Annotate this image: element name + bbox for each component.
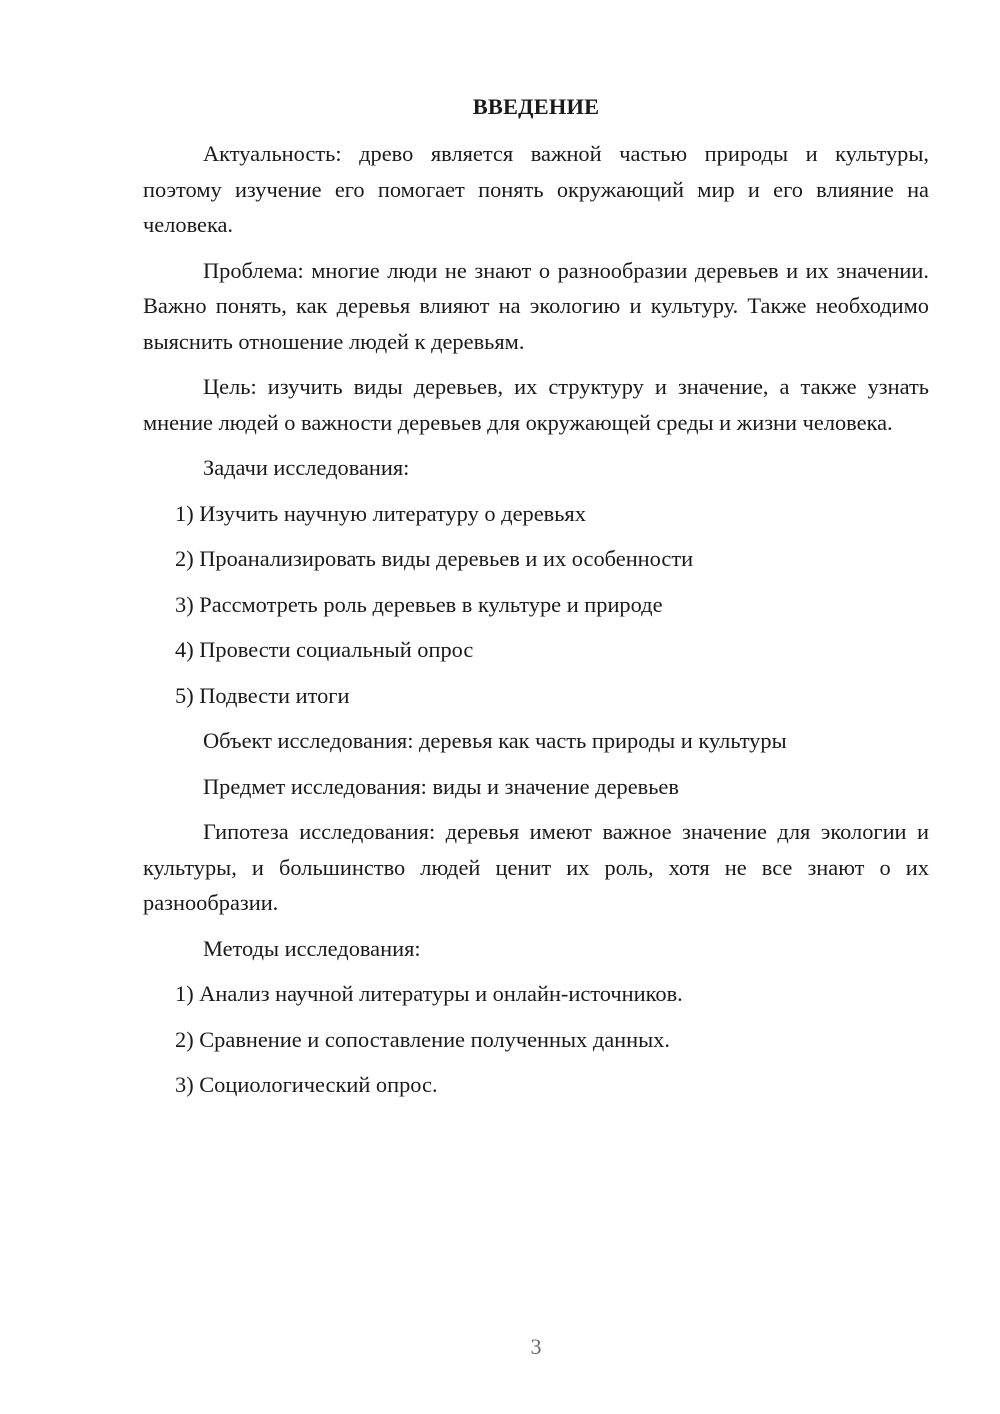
task-item: 2) Проанализировать виды деревьев и их особенности — [175, 546, 694, 571]
hypothesis-paragraph: Гипотеза исследования: деревья имеют важное значение для экологии и культуры, и большинство людей ценит их роль, хотя не все знают о их разнообразии. — [143, 819, 929, 915]
methods-title: Методы исследования: — [203, 935, 421, 961]
methods-list — [143, 976, 929, 1103]
tasks-title: Задачи исследования: — [203, 455, 410, 480]
section-heading: ВВЕДЕНИЕ — [472, 94, 600, 119]
method-item: 3) Социологический опрос. — [175, 1072, 438, 1097]
relevance-paragraph: Актуальность: древо является важной частью природы и культуры, поэтому изучение его помогает понять окружающий мир и его влияние на человека. — [143, 141, 929, 237]
problem-paragraph: Проблема: многие люди не знают о разнообразии деревьев и их значении. Важно понять, как деревья влияют на экологию и культуру. Также необходимо выяснить отношение людей к деревьям. — [143, 257, 929, 354]
page-content — [143, 92, 929, 1113]
tasks-list — [143, 496, 929, 714]
task-item: 1) Изучить научную литературу о деревьях — [175, 500, 586, 526]
task-item: 3) Рассмотреть роль деревьев в культуре и природе — [175, 591, 663, 617]
research-object: Объект исследования: деревья как часть природы и культуры — [203, 728, 787, 753]
goal-paragraph: Цель: изучить виды деревьев, их структуру и значение, а также узнать мнение людей о важности деревьев для окружающей среды и жизни человека. — [143, 374, 929, 435]
page-number: 3 — [530, 1334, 542, 1359]
method-item: 2) Сравнение и сопоставление полученных данных. — [175, 1026, 670, 1052]
task-item: 5) Подвести итоги — [175, 682, 350, 708]
research-subject: Предмет исследования: виды и значение деревьев — [203, 773, 679, 799]
method-item: 1) Анализ научной литературы и онлайн-источников. — [175, 981, 683, 1006]
task-item: 4) Провести социальный опрос — [175, 637, 474, 662]
